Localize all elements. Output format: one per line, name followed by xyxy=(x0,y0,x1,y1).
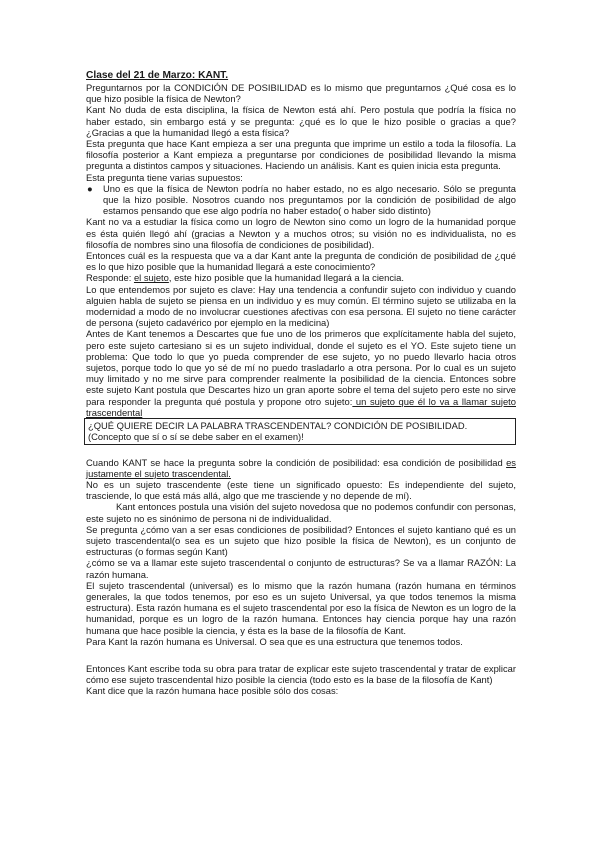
paragraph-obra: Entonces Kant escribe toda su obra para tratar de explicar este sujeto trascendental y tratar de explicar cómo ese sujeto trascendental hizo posible la ciencia (todo esto es la base de la filosofía de Kant) xyxy=(86,662,516,686)
paragraph-universal: El sujeto trascendental (universal) es lo mismo que la razón humana (razón humana en términos generales, la que todos tenemos, por eso es un sujeto Universal, ya que todos tenemos la misma estructura). Esta razón humana es el sujeto trascendental por eso la física de Newton es un logro de la humanidad, porque es un logro de la razón humana. Entonces hay ciencia porque hay una razón humana que hace posible la ciencia, y ésta es la base de la filosofía de Kant. xyxy=(86,579,516,636)
bullet-text: Uno es que la física de Newton podría no haber estado, no es algo necesario. Sólo se pregunta que la hizo posible. Nosotros cuando nos preguntamos por la condición de posibilidad de algo estamos pensando que ese algo podría no haber estado( o haber sido distinto) xyxy=(103,182,516,217)
responde-prefix: Responde: xyxy=(86,272,134,284)
paragraph-razon: ¿cómo se va a llamar este sujeto trascendental o conjunto de estructuras? Se va a llamar RAZÓN: La razón humana. xyxy=(86,557,516,580)
paragraph-dos-cosas: Kant dice que la razón humana hace posible sólo dos cosas: xyxy=(86,685,339,697)
highlight-box: ¿QUÉ QUIERE DECIR LA PALABRA TRASCENDENTAL? CONDICIÓN DE POSIBILIDAD. (Concepto que sí o sí se debe saber en el examen)! xyxy=(84,418,516,444)
bullet-item xyxy=(86,183,516,217)
paragraph-condicion: Preguntarnos por la CONDICIÓN DE POSIBILIDAD es lo mismo que preguntarnos ¿Qué cosa es lo que hizo posible la física de Newton? xyxy=(86,82,516,105)
cuando-kant-underlined: es justamente el sujeto trascendental. xyxy=(86,456,516,479)
paragraph-responde xyxy=(86,272,516,283)
paragraph-sujeto-clave: Lo que entendemos por sujeto es clave: Hay una tendencia a confundir sujeto con individuo y cuando alguien habla de sujeto se piensa en un individuo y es muy común. El término sujeto se utilizaba en la modernidad a modo de no involucrar cuestiones afectivas con esa persona. El sujeto no tiene carácter de persona (sujeto cadavérico por ejemplo en la medicina) xyxy=(86,283,516,329)
paragraph-para-kant: Para Kant la razón humana es Universal. O sea que es una estructura que tenemos todos. xyxy=(86,635,463,647)
descartes-text: Antes de Kant tenemos a Descartes que fue uno de los primeros que explícitamente habla del sujeto, pero este sujeto cartesiano si es un sujeto individual, donde el sujeto es el YO. Este sujeto tiene un problema: Que todo lo que yo pueda comprender de ese sujeto, yo no puedo llevarlo hacia otros sujetos, porque todo lo que yo sé de mí no puedo trasladarlo a otra persona. Por lo cual es un sujeto muy limitado y no me sirve para comprender realmente la posibilidad de la ciencia. Entonces sobre este sujeto Kant postula que Descartes hizo un gran aporte sobre el tema del sujeto pero este no sirve para responder la pregunta qué postula y propone otro sujeto: xyxy=(86,328,516,407)
document-page xyxy=(86,70,516,697)
cuando-kant-text: Cuando KANT se hace la pregunta sobre la condición de posibilidad: esa condición de posibilidad xyxy=(86,456,507,468)
paragraph-descartes xyxy=(86,328,516,418)
paragraph-supuestos: Esta pregunta tiene varias supuestos: xyxy=(86,171,243,183)
paragraph-se-pregunta: Se pregunta ¿cómo van a ser esas condiciones de posibilidad? Entonces el sujeto kantiano qué es un sujeto trascendental(o sea es un sujeto que hizo posible la física de Newton), es un conjunto de estructuras (o formas según Kant) xyxy=(86,523,516,558)
responde-underlined: el sujeto xyxy=(133,272,169,284)
paragraph-kant-newton: Kant No duda de esta disciplina, la física de Newton está ahí. Pero postula que podría la física no haber estado, sin embargo está y se pregunta: ¿qué es lo que le hizo posible o gracias a que? ¿Gracias a que la humanidad llegó a esta física? xyxy=(86,104,516,138)
paragraph-vision: Kant entonces postula una visión del sujeto novedosa que no podemos confundir con personas, este sujeto no es sinónimo de persona ni de individualidad. xyxy=(86,501,516,524)
paragraph-estilo: Esta pregunta que hace Kant empieza a ser una pregunta que imprime un estilo a toda la filosofía. La filosofía posterior a Kant empieza a preguntarse por condiciones de posibilidad llevando la misma pregunta a distintos campos y situaciones. Haciendo un análisis. Kant es quien inicia esta pregunta. xyxy=(86,138,516,172)
paragraph-trascendente: No es un sujeto trascendente (este tiene un significado opuesto: Es independiente del sujeto, trasciende, lo que está más allá, algo que me trasciende y no depende de mí). xyxy=(86,478,516,502)
paragraph-cuando-kant xyxy=(86,457,516,479)
descartes-underlined: un sujeto que él lo va a llamar sujeto trascendental xyxy=(86,395,516,418)
bullet-icon: ● xyxy=(87,182,93,194)
responde-suffix: , este hizo posible que la humanidad llegará a la ciencia. xyxy=(168,272,404,284)
document-title: Clase del 21 de Marzo: KANT. xyxy=(86,70,229,81)
paragraph-humanidad: Kant no va a estudiar la física como un logro de Newton sino como un logro de la humanidad porque es ésta quién llegó ahí (gracias a Newton y a muchos otros; su visión no es individualista, no es filosofía de nombres sino una filosofía de condiciones de posibilidad). xyxy=(86,216,516,250)
paragraph-respuesta: Entonces cuál es la respuesta que va a dar Kant ante la pregunta de condición de posibilidad de ¿qué es lo que hizo posible que la humanidad llegará a este conocimiento? xyxy=(86,250,516,273)
